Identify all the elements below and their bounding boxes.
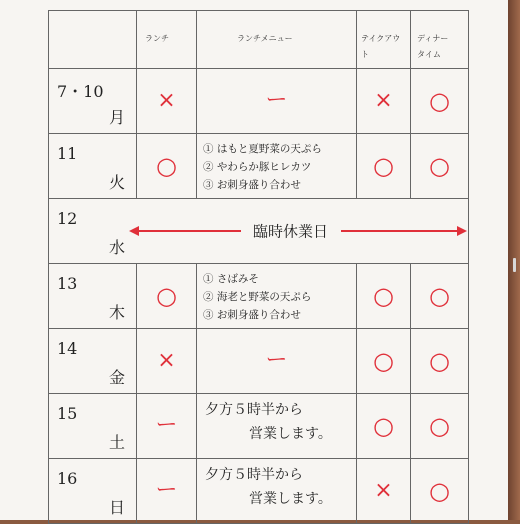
- closed-day-label: 臨時休業日: [247, 221, 334, 242]
- weekday: 土: [109, 433, 126, 452]
- day-number: 7・10: [57, 82, 104, 101]
- lunch-cell: [137, 69, 197, 134]
- menu-cell: [197, 394, 357, 459]
- circle-mark: ○: [156, 282, 177, 310]
- weekday: 水: [109, 238, 126, 257]
- dinner-cell: [411, 264, 469, 329]
- menu-cell: [197, 459, 357, 524]
- menu-cell: [197, 69, 357, 134]
- arrow-head-left: [129, 226, 139, 236]
- menu-cell: [197, 134, 357, 199]
- header-row: [49, 11, 469, 69]
- date-cell: [49, 329, 137, 394]
- opening-note-line: 夕方５時半から: [205, 402, 303, 418]
- circle-mark: ○: [429, 477, 450, 505]
- dinner-cell: [411, 329, 469, 394]
- circle-mark: ○: [429, 347, 450, 375]
- closed-row-cell: [49, 199, 469, 264]
- day-number: 14: [57, 339, 78, 358]
- takeout-cell: [357, 134, 411, 199]
- day-number: 15: [57, 404, 78, 423]
- table-row: [49, 394, 469, 459]
- lunch-cell: [137, 329, 197, 394]
- takeout-cell: [357, 69, 411, 134]
- schedule-table: [48, 10, 469, 524]
- opening-note: [205, 398, 332, 446]
- edge-mark: [513, 258, 516, 272]
- dinner-header: ディナー タイム: [411, 11, 469, 69]
- weekday: 火: [109, 173, 126, 192]
- circle-mark: ○: [429, 412, 450, 440]
- dinner-cell: [411, 459, 469, 524]
- opening-note-line: 夕方５時半から: [205, 467, 303, 483]
- circle-mark: ○: [156, 152, 177, 180]
- date-cell: [49, 134, 137, 199]
- day-number: 13: [57, 274, 78, 293]
- menu-item: ③ お刺身盛り合わせ: [203, 179, 301, 191]
- takeout-cell: [357, 459, 411, 524]
- day-number: 12: [57, 209, 78, 228]
- takeout-cell: [357, 264, 411, 329]
- lunch-header: ランチ: [137, 11, 197, 69]
- date-cell: [49, 394, 137, 459]
- circle-mark: ○: [429, 87, 450, 115]
- opening-note: [205, 463, 332, 511]
- menu-cell: [197, 329, 357, 394]
- date-cell: [49, 264, 137, 329]
- lunch-cell: [137, 394, 197, 459]
- date-cell: [49, 459, 137, 524]
- table-row: [49, 329, 469, 394]
- menu-item: ② 海老と野菜の天ぷら: [203, 291, 312, 303]
- menu-item: ② やわらか豚ヒレカツ: [203, 161, 312, 173]
- lunch-cell: [137, 264, 197, 329]
- arrow-head-right: [457, 226, 467, 236]
- takeout-header: テイクアウ ト: [357, 11, 411, 69]
- lunch-cell: [137, 459, 197, 524]
- table-row: [49, 459, 469, 524]
- weekday: 金: [109, 368, 126, 387]
- table-row: [49, 199, 469, 264]
- dinner-cell: [411, 394, 469, 459]
- lunch-cell: [137, 134, 197, 199]
- menu-list: [203, 140, 322, 194]
- weekday: 木: [109, 303, 126, 322]
- menu-item: ① はもと夏野菜の天ぷら: [203, 143, 322, 155]
- circle-mark: ○: [373, 152, 394, 180]
- menu-item: ③ お刺身盛り合わせ: [203, 309, 301, 321]
- weekday: 月: [109, 108, 126, 127]
- table-row: [49, 134, 469, 199]
- menu-item: ① さばみそ: [203, 273, 259, 285]
- opening-note-line: 営業します。: [249, 426, 332, 442]
- x-mark: ×: [157, 348, 176, 373]
- circle-mark: ○: [373, 347, 394, 375]
- circle-mark: ○: [373, 412, 394, 440]
- dash-mark: ー: [265, 88, 288, 113]
- x-mark: ×: [374, 478, 393, 503]
- dash-mark: ー: [155, 478, 178, 503]
- day-number: 11: [57, 144, 78, 163]
- date-cell: [49, 69, 137, 134]
- day-number: 16: [57, 469, 78, 488]
- menu-list: [203, 270, 311, 324]
- circle-mark: ○: [429, 282, 450, 310]
- table-row: [49, 264, 469, 329]
- dinner-cell: [411, 69, 469, 134]
- table-row: [49, 69, 469, 134]
- takeout-cell: [357, 329, 411, 394]
- weekday: 日: [109, 498, 126, 517]
- dinner-cell: [411, 134, 469, 199]
- menu-cell: [197, 264, 357, 329]
- x-mark: ×: [374, 88, 393, 113]
- closed-indicator: [129, 199, 468, 263]
- dash-mark: ー: [155, 413, 178, 438]
- x-mark: ×: [157, 88, 176, 113]
- circle-mark: ○: [429, 152, 450, 180]
- takeout-cell: [357, 394, 411, 459]
- date-header: [49, 11, 137, 69]
- dash-mark: ー: [265, 348, 288, 373]
- circle-mark: ○: [373, 282, 394, 310]
- lunch-menu-header: ランチメニュー: [197, 11, 357, 69]
- opening-note-line: 営業します。: [249, 491, 332, 507]
